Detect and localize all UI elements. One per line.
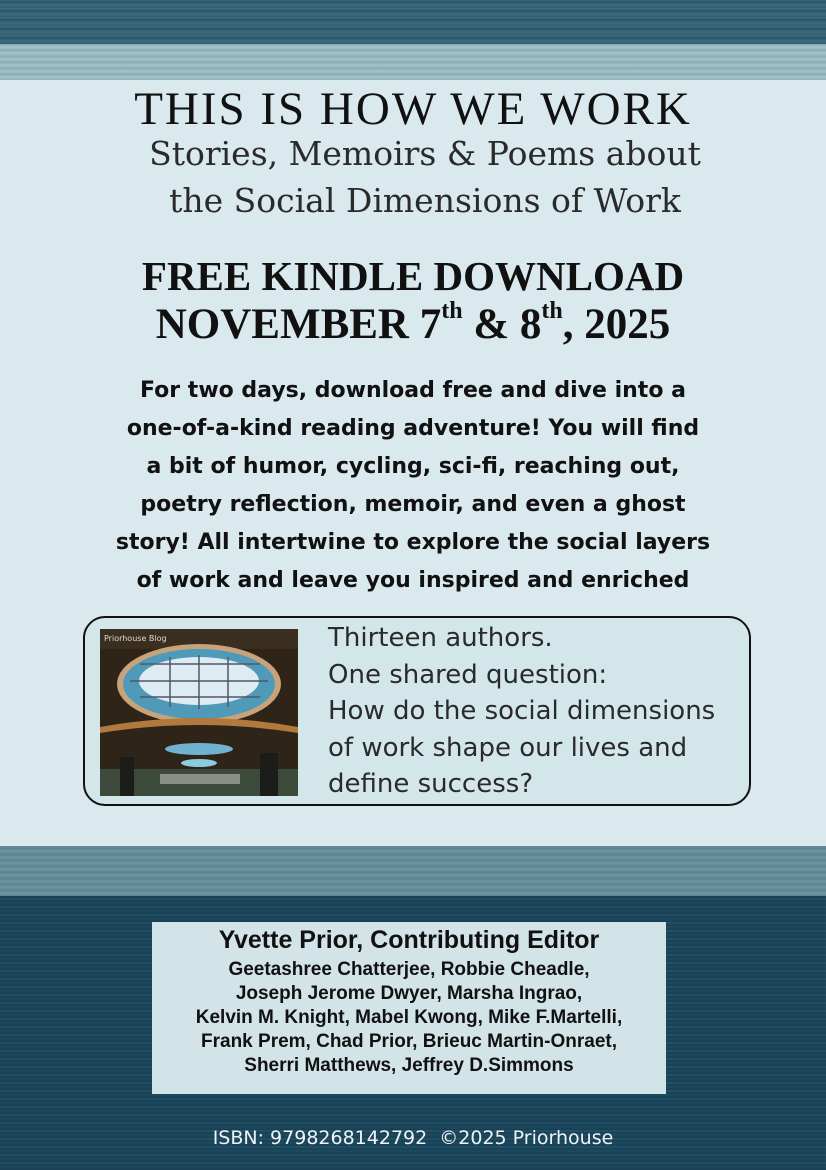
date-amp: & 8 <box>462 301 542 348</box>
skylight-photo <box>100 629 298 796</box>
blurb-line: story! All intertwine to explore the social layers <box>115 530 711 555</box>
blurb-line: a bit of humor, cycling, sci-fi, reaching out, <box>146 454 680 479</box>
top-texture-band <box>0 0 826 80</box>
promo-date <box>0 300 826 349</box>
book-title: THIS IS HOW WE WORK <box>134 83 692 135</box>
blurb-line: one-of-a-kind reading adventure! You will find <box>126 416 700 441</box>
subtitle-line-1: Stories, Memoirs & Poems about <box>149 134 701 173</box>
contributing-editor: Yvette Prior, Contributing Editor <box>218 926 600 954</box>
middle-texture-band <box>0 846 826 896</box>
feature-line: define success? <box>328 769 534 799</box>
date-suffix-2: th <box>541 298 563 324</box>
feature-line: How do the social dimensions <box>328 696 716 726</box>
isbn-copyright: ISBN: 9798268142792 ©2025 Priorhouse <box>212 1127 614 1149</box>
promo-blurb <box>70 372 756 600</box>
author-list <box>152 958 666 1078</box>
date-month: NOVEMBER 7 <box>155 301 442 348</box>
feature-line: of work shape our lives and <box>328 732 688 763</box>
blurb-line: For two days, download free and dive into a <box>140 378 686 403</box>
date-year: , 2025 <box>562 301 671 348</box>
free-download-heading: FREE KINDLE DOWNLOAD <box>141 253 685 299</box>
blurb-line: poetry reflection, memoir, and even a ghost <box>140 492 686 517</box>
feature-text <box>328 620 748 803</box>
author-line: Frank Prem, Chad Prior, Brieuc Martin-Onraet, <box>201 1031 617 1052</box>
feature-box <box>83 616 751 806</box>
feature-line: Thirteen authors. <box>328 623 553 653</box>
photo-caption: Priorhouse Blog <box>104 634 167 643</box>
author-line: Geetashree Chatterjee, Robbie Cheadle, <box>228 959 590 980</box>
author-line: Sherri Matthews, Jeffrey D.Simmons <box>244 1055 574 1076</box>
blurb-line: of work and leave you inspired and enriched <box>136 568 690 593</box>
book-subtitle <box>60 130 790 224</box>
author-line: Joseph Jerome Dwyer, Marsha Ingrao, <box>235 983 583 1004</box>
feature-line: One shared question: <box>328 659 608 690</box>
date-suffix-1: th <box>441 298 463 324</box>
author-line: Kelvin M. Knight, Mabel Kwong, Mike F.Martelli, <box>195 1007 623 1028</box>
credits-box <box>152 922 666 1094</box>
subtitle-line-2: the Social Dimensions of Work <box>169 181 681 220</box>
